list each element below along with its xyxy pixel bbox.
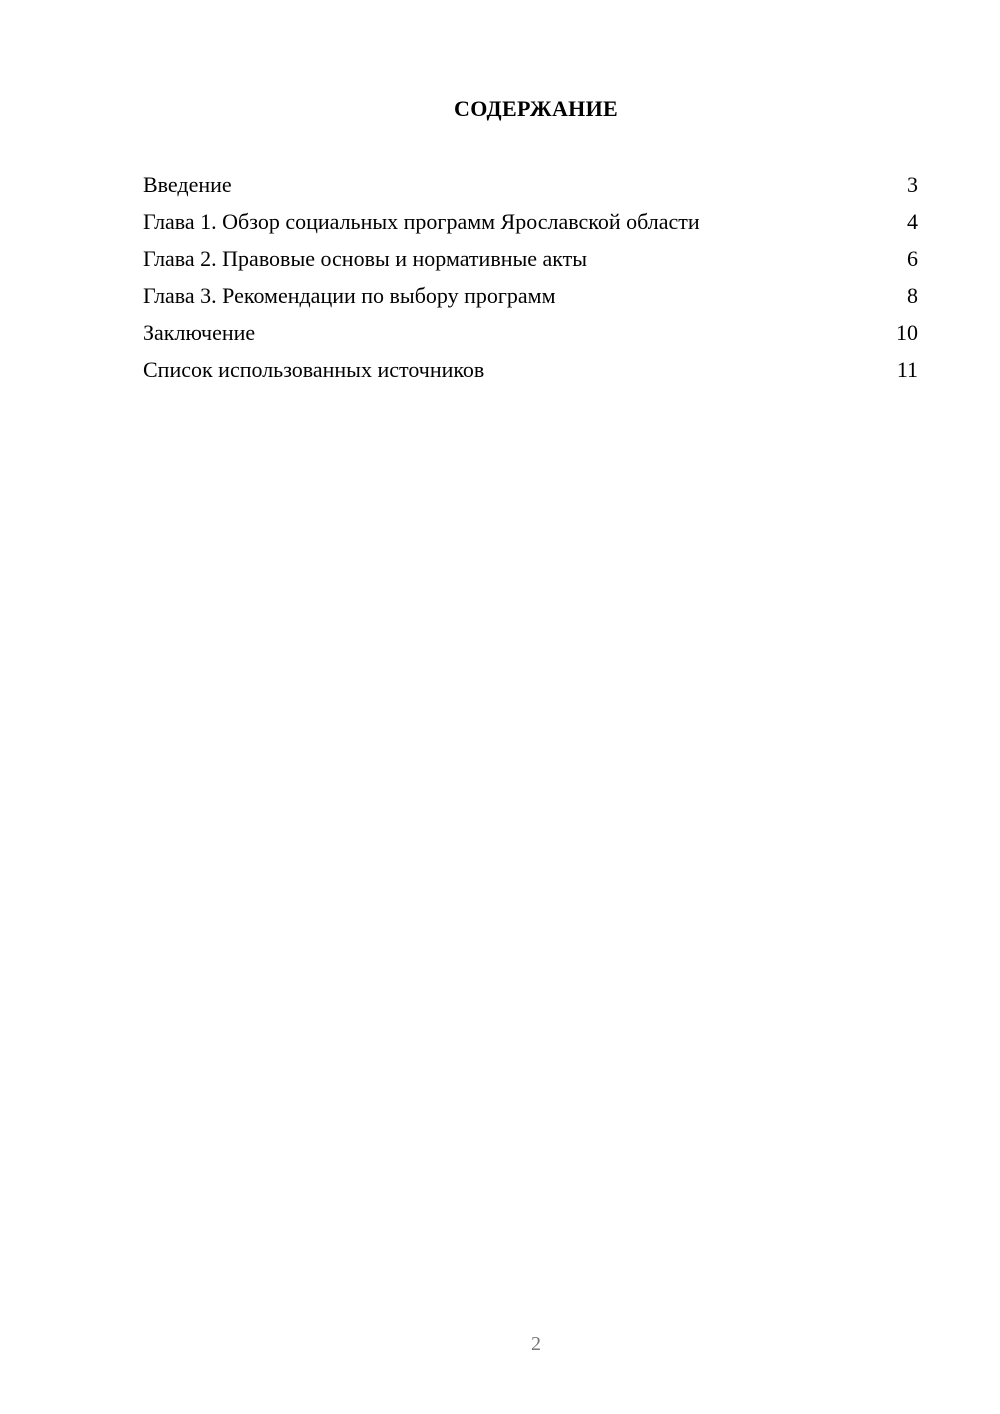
toc-item-chapter-1 [143,207,918,244]
table-of-contents [143,170,918,392]
toc-item-introduction [143,170,918,207]
page-number: 2 [531,1333,541,1355]
toc-item-page: 11 [896,357,918,382]
toc-item-chapter-2 [143,244,918,281]
toc-item-chapter-3 [143,281,918,318]
toc-item-label: Глава 2. Правовые основы и нормативные акты [143,246,588,271]
toc-item-page: 4 [907,209,918,234]
toc-item-label: Глава 3. Рекомендации по выбору программ [143,283,556,308]
toc-item-page: 8 [907,283,918,308]
toc-item-label: Список использованных источников [143,357,485,382]
toc-item-conclusion [143,318,918,355]
toc-item-label: Введение [143,172,232,197]
toc-item-page: 6 [907,246,918,271]
toc-item-label: Глава 1. Обзор социальных программ Ярославской области [143,209,700,234]
toc-item-page: 3 [907,172,918,197]
toc-item-references [143,355,918,392]
toc-item-page: 10 [896,320,918,345]
toc-title: СОДЕРЖАНИЕ [454,96,618,121]
toc-item-label: Заключение [143,320,256,345]
